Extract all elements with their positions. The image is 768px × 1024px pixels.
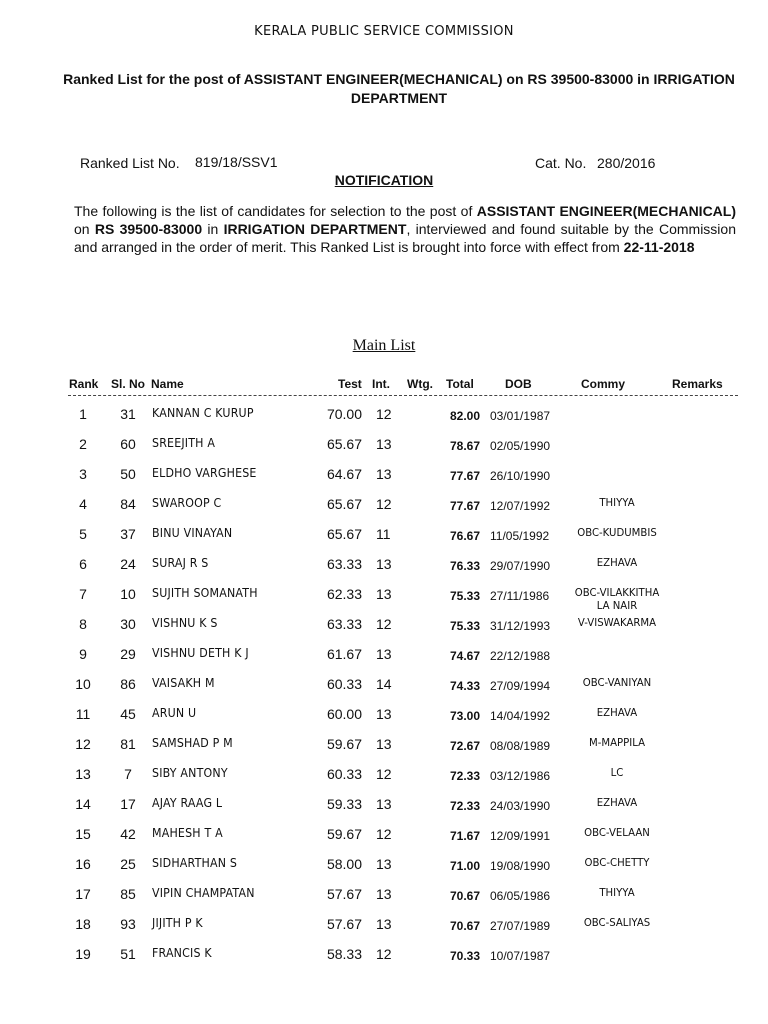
- community-cell: OBC-VILAKKITHA LA NAIR: [574, 586, 660, 612]
- name-cell: KANNAN C KURUP: [152, 406, 254, 420]
- post-name: ASSISTANT ENGINEER(MECHANICAL): [476, 203, 737, 219]
- community-cell: LC: [610, 766, 624, 779]
- rank-cell: 18: [75, 916, 91, 932]
- name-cell: MAHESH T A: [152, 826, 223, 840]
- interview-score-cell: 12: [376, 616, 392, 632]
- col-header-int: Int.: [372, 377, 390, 391]
- interview-score-cell: 13: [376, 436, 392, 452]
- sl-no-cell: 85: [120, 886, 136, 902]
- total-score-cell: 72.67: [449, 739, 480, 753]
- total-score-cell: 76.67: [449, 529, 480, 543]
- dob-cell: 27/09/1994: [490, 679, 551, 693]
- total-score-cell: 73.00: [449, 709, 480, 723]
- name-cell: ELDHO VARGHESE: [152, 466, 257, 480]
- table-row: [0, 646, 768, 676]
- total-score-cell: 82.00: [449, 409, 480, 423]
- dob-cell: 29/07/1990: [490, 559, 551, 573]
- dob-cell: 22/12/1988: [490, 649, 551, 663]
- rank-cell: 1: [79, 406, 87, 422]
- col-header-wtg: Wtg.: [407, 377, 433, 391]
- dob-cell: 27/07/1989: [490, 919, 551, 933]
- document-title: Ranked List for the post of ASSISTANT ENGINEER(MECHANICAL) on RS 39500-83000 in IRRIGATION DEPARTMENT: [63, 71, 735, 106]
- dob-cell: 10/07/1987: [490, 949, 551, 963]
- para-text-1: The following is the list of candidates for selection to the post of: [74, 203, 477, 219]
- community-cell: OBC-CHETTY: [584, 856, 650, 869]
- total-score-cell: 77.67: [449, 499, 480, 513]
- test-score-cell: 57.67: [326, 886, 362, 902]
- test-score-cell: 59.33: [326, 796, 362, 812]
- test-score-cell: 65.67: [326, 496, 362, 512]
- name-cell: VIPIN CHAMPATAN: [152, 886, 255, 900]
- sl-no-cell: 86: [120, 676, 136, 692]
- interview-score-cell: 11: [376, 526, 391, 542]
- interview-score-cell: 12: [376, 496, 392, 512]
- test-score-cell: 64.67: [326, 466, 362, 482]
- community-cell: OBC-KUDUMBIS: [577, 526, 657, 539]
- total-score-cell: 74.33: [449, 679, 480, 693]
- rank-cell: 17: [75, 886, 91, 902]
- dob-cell: 08/08/1989: [490, 739, 551, 753]
- ranked-list-label: Ranked List No.: [80, 155, 180, 171]
- total-score-cell: 75.33: [449, 619, 480, 633]
- community-cell: OBC-VANIYAN: [582, 676, 652, 689]
- interview-score-cell: 13: [376, 856, 392, 872]
- sl-no-cell: 30: [120, 616, 136, 632]
- interview-score-cell: 12: [376, 406, 392, 422]
- sl-no-cell: 45: [120, 706, 136, 722]
- community-cell: OBC-SALIYAS: [583, 916, 651, 929]
- community-cell: OBC-VELAAN: [584, 826, 650, 839]
- interview-score-cell: 14: [376, 676, 392, 692]
- test-score-cell: 60.00: [326, 706, 362, 722]
- test-score-cell: 61.67: [326, 646, 362, 662]
- name-cell: SURAJ R S: [152, 556, 209, 570]
- test-score-cell: 60.33: [326, 766, 362, 782]
- interview-score-cell: 13: [376, 736, 392, 752]
- total-score-cell: 74.67: [449, 649, 480, 663]
- interview-score-cell: 12: [376, 766, 392, 782]
- test-score-cell: 65.67: [326, 436, 362, 452]
- community-cell: THIYYA: [599, 496, 635, 509]
- sl-no-cell: 42: [120, 826, 136, 842]
- dob-cell: 27/11/1986: [490, 589, 550, 603]
- sl-no-cell: 81: [120, 736, 136, 752]
- interview-score-cell: 13: [376, 646, 392, 662]
- rank-cell: 15: [75, 826, 91, 842]
- col-header-name: Name: [151, 377, 184, 391]
- community-cell: EZHAVA: [596, 556, 638, 569]
- table-row: [0, 436, 768, 466]
- table-row: [0, 496, 768, 526]
- col-header-dob: DOB: [505, 377, 532, 391]
- main-list-title: Main List: [352, 337, 416, 354]
- interview-score-cell: 13: [376, 916, 392, 932]
- name-cell: FRANCIS K: [152, 946, 212, 960]
- rank-cell: 19: [75, 946, 91, 962]
- test-score-cell: 63.33: [326, 556, 362, 572]
- dob-cell: 31/12/1993: [490, 619, 551, 633]
- dob-cell: 06/05/1986: [490, 889, 551, 903]
- table-row: [0, 856, 768, 886]
- sl-no-cell: 29: [120, 646, 136, 662]
- total-score-cell: 76.33: [449, 559, 480, 573]
- dob-cell: 03/12/1986: [490, 769, 551, 783]
- community-cell: M-MAPPILA: [588, 736, 646, 749]
- para-text-4: , interviewed and found suitable by the Commission and arranged in the order of merit. This Ranked List is brought into force with effect from: [74, 221, 736, 255]
- sl-no-cell: 25: [120, 856, 136, 872]
- interview-score-cell: 13: [376, 586, 392, 602]
- name-cell: SUJITH SOMANATH: [152, 586, 258, 600]
- rank-cell: 10: [75, 676, 91, 692]
- name-cell: VISHNU K S: [152, 616, 218, 630]
- interview-score-cell: 13: [376, 886, 392, 902]
- table-row: [0, 886, 768, 916]
- total-score-cell: 72.33: [449, 799, 480, 813]
- para-text-2: on: [74, 221, 95, 237]
- community-cell: EZHAVA: [596, 796, 638, 809]
- table-row: [0, 406, 768, 436]
- table-row: [0, 586, 768, 616]
- sl-no-cell: 60: [120, 436, 136, 452]
- dob-cell: 03/01/1987: [490, 409, 551, 423]
- sl-no-cell: 50: [120, 466, 136, 482]
- dob-cell: 19/08/1990: [490, 859, 551, 873]
- rank-cell: 12: [75, 736, 91, 752]
- name-cell: SAMSHAD P M: [152, 736, 233, 750]
- sl-no-cell: 10: [120, 586, 136, 602]
- table-row: [0, 946, 768, 976]
- rank-cell: 9: [79, 646, 87, 662]
- test-score-cell: 62.33: [326, 586, 362, 602]
- header-divider: [68, 395, 738, 396]
- sl-no-cell: 51: [120, 946, 136, 962]
- dob-cell: 11/05/1992: [490, 529, 550, 543]
- sl-no-cell: 31: [120, 406, 136, 422]
- col-header-total: Total: [446, 377, 474, 391]
- community-cell: THIYYA: [599, 886, 635, 899]
- total-score-cell: 70.67: [449, 889, 480, 903]
- category-number: 280/2016: [597, 155, 656, 171]
- table-row: [0, 526, 768, 556]
- table-row: [0, 796, 768, 826]
- col-header-test: Test: [338, 377, 362, 391]
- sl-no-cell: 17: [120, 796, 136, 812]
- commission-name: KERALA PUBLIC SERVICE COMMISSION: [254, 24, 514, 39]
- rank-cell: 2: [79, 436, 87, 452]
- total-score-cell: 71.67: [449, 829, 480, 843]
- table-row: [0, 616, 768, 646]
- interview-score-cell: 13: [376, 706, 392, 722]
- table-row: [0, 826, 768, 856]
- community-cell: V-VISWAKARMA: [577, 616, 657, 629]
- rank-cell: 11: [75, 706, 91, 722]
- rank-cell: 7: [79, 586, 87, 602]
- col-header-rank: Rank: [69, 377, 99, 391]
- name-cell: ARUN U: [152, 706, 197, 720]
- rank-cell: 3: [79, 466, 87, 482]
- total-score-cell: 75.33: [449, 589, 480, 603]
- name-cell: SIBY ANTONY: [152, 766, 228, 780]
- dob-cell: 02/05/1990: [490, 439, 551, 453]
- col-header-commy: Commy: [581, 377, 626, 391]
- table-row: [0, 556, 768, 586]
- name-cell: SWAROOP C: [152, 496, 222, 510]
- dob-cell: 24/03/1990: [490, 799, 551, 813]
- notification-heading: NOTIFICATION: [334, 172, 434, 188]
- interview-score-cell: 13: [376, 796, 392, 812]
- total-score-cell: 70.67: [449, 919, 480, 933]
- interview-score-cell: 12: [376, 826, 392, 842]
- dob-cell: 12/09/1991: [490, 829, 551, 843]
- pay-scale: RS 39500-83000: [94, 221, 203, 237]
- sl-no-cell: 7: [124, 766, 132, 782]
- category-label: Cat. No.: [535, 155, 587, 171]
- test-score-cell: 63.33: [326, 616, 362, 632]
- para-text-3: in: [202, 221, 224, 237]
- total-score-cell: 72.33: [449, 769, 480, 783]
- effective-date: 22-11-2018: [623, 239, 695, 255]
- sl-no-cell: 93: [120, 916, 136, 932]
- total-score-cell: 77.67: [449, 469, 480, 483]
- test-score-cell: 58.00: [326, 856, 362, 872]
- total-score-cell: 70.33: [449, 949, 480, 963]
- total-score-cell: 71.00: [449, 859, 480, 873]
- dob-cell: 26/10/1990: [490, 469, 551, 483]
- department-name: IRRIGATION DEPARTMENT: [223, 221, 407, 237]
- notification-paragraph: [74, 202, 736, 256]
- col-header-remarks: Remarks: [672, 377, 723, 391]
- test-score-cell: 65.67: [326, 526, 362, 542]
- test-score-cell: 57.67: [326, 916, 362, 932]
- col-header-sl-no: Sl. No: [111, 377, 146, 391]
- rank-cell: 6: [79, 556, 87, 572]
- rank-cell: 4: [79, 496, 87, 512]
- name-cell: JIJITH P K: [152, 916, 203, 930]
- table-row: [0, 676, 768, 706]
- name-cell: SREEJITH A: [152, 436, 216, 450]
- test-score-cell: 59.67: [326, 736, 362, 752]
- name-cell: VAISAKH M: [152, 676, 215, 690]
- sl-no-cell: 37: [120, 526, 136, 542]
- test-score-cell: 59.67: [326, 826, 362, 842]
- total-score-cell: 78.67: [449, 439, 480, 453]
- dob-cell: 12/07/1992: [490, 499, 551, 513]
- rank-cell: 8: [79, 616, 87, 632]
- table-row: [0, 766, 768, 796]
- table-row: [0, 706, 768, 736]
- rank-cell: 5: [79, 526, 87, 542]
- name-cell: SIDHARTHAN S: [152, 856, 238, 870]
- sl-no-cell: 24: [120, 556, 136, 572]
- name-cell: VISHNU DETH K J: [152, 646, 249, 660]
- table-row: [0, 736, 768, 766]
- dob-cell: 14/04/1992: [490, 709, 551, 723]
- name-cell: BINU VINAYAN: [152, 526, 233, 540]
- interview-score-cell: 12: [376, 946, 392, 962]
- test-score-cell: 58.33: [326, 946, 362, 962]
- test-score-cell: 60.33: [326, 676, 362, 692]
- rank-cell: 13: [75, 766, 91, 782]
- rank-cell: 16: [75, 856, 91, 872]
- table-row: [0, 466, 768, 496]
- rank-cell: 14: [75, 796, 91, 812]
- interview-score-cell: 13: [376, 466, 392, 482]
- ranked-list-number: 819/18/SSV1: [195, 154, 278, 170]
- community-cell: EZHAVA: [596, 706, 638, 719]
- table-row: [0, 916, 768, 946]
- name-cell: AJAY RAAG L: [152, 796, 223, 810]
- interview-score-cell: 13: [376, 556, 392, 572]
- sl-no-cell: 84: [120, 496, 136, 512]
- test-score-cell: 70.00: [326, 406, 362, 422]
